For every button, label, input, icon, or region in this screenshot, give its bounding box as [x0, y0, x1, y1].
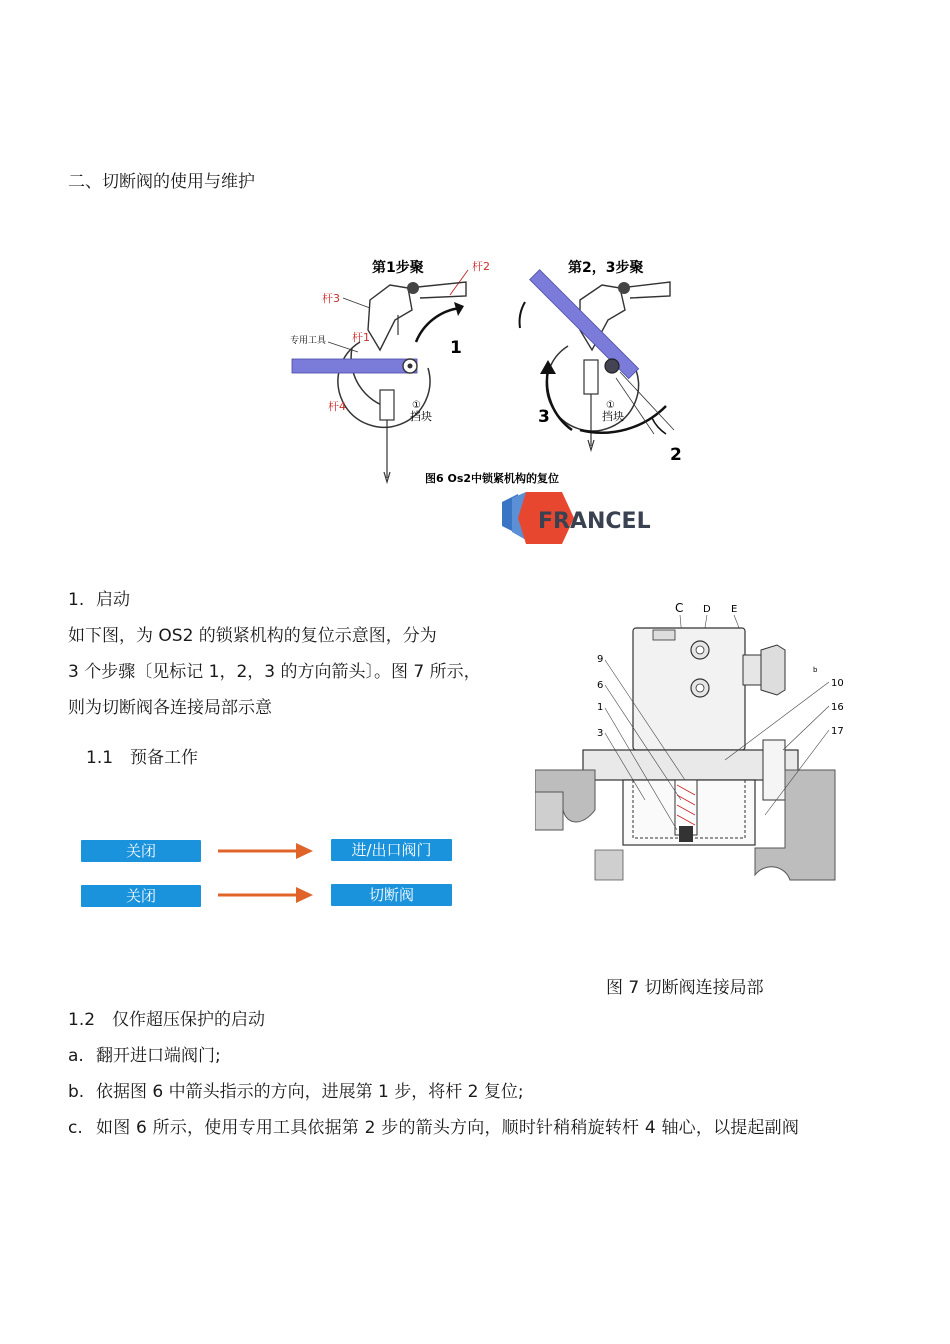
- fig7-label-c: C: [675, 601, 684, 615]
- figure7-caption: 图 7 切断阀连接局部: [606, 978, 764, 998]
- fig7-label-e: E: [731, 604, 738, 615]
- section-heading: 二、切断阀的使用与维护: [68, 172, 255, 192]
- fig7-label-9: 9: [597, 654, 604, 665]
- flow-row1-left-box: 关闭: [81, 840, 201, 862]
- overpressure-title: 仅作超压保护的启动: [112, 1010, 265, 1030]
- item-b-label: b.: [68, 1082, 85, 1102]
- item-c-label: c.: [68, 1118, 83, 1138]
- francel-logo: [502, 492, 651, 544]
- rod4-label: 杆4: [328, 400, 346, 413]
- fig7-label-17: 17: [831, 726, 844, 737]
- stop2-label: 挡块: [602, 410, 624, 423]
- step-number-2: 2: [670, 445, 682, 465]
- fig7-label-10: 10: [831, 678, 844, 689]
- startup-paragraph-line1: 如下图，为 OS2 的锁紧机构的复位示意图，分为: [68, 626, 437, 646]
- step-number-3: 3: [538, 407, 550, 427]
- fig7-label-6: 6: [597, 680, 604, 691]
- overpressure-number: 1.2: [68, 1010, 96, 1030]
- stop1-label: 挡块: [410, 410, 432, 423]
- flow-row1-arrow: [216, 840, 316, 862]
- flow-row1-right-box: 进/出口阀门: [331, 839, 452, 861]
- fig7-label-d: D: [703, 604, 711, 615]
- flow-row2-left-box: 关闭: [81, 885, 201, 907]
- stop-circle-right: ①: [606, 400, 615, 411]
- figure6-step23-mechanism: [520, 259, 682, 465]
- fig7-label-16: 16: [831, 702, 844, 713]
- prep-number: 1.1: [86, 748, 114, 768]
- rod2-label: 杆2: [472, 260, 490, 273]
- startup-paragraph-line2: 3 个步骤〔见标记 1，2，3 的方向箭头〕。图 7 所示，: [68, 662, 481, 682]
- figure6-caption: 图6 Os2中锁紧机构的复位: [425, 472, 560, 485]
- step-number-1: 1: [450, 338, 462, 358]
- fig7-label-3: 3: [597, 728, 604, 739]
- tool-label: 专用工具: [290, 336, 327, 346]
- rod1-label: 杆1: [352, 331, 370, 344]
- startup-title: 启动: [96, 590, 130, 610]
- fig7-label-b: b: [813, 666, 818, 674]
- prep-title: 预备工作: [130, 748, 198, 768]
- figure7-diagram: [535, 600, 850, 885]
- rod3-label: 杆3: [322, 292, 340, 305]
- item-b-text: 依据图 6 中箭头指示的方向，进展第 1 步，将杆 2 复位;: [96, 1082, 524, 1102]
- step23-title: 第2，3步聚: [568, 260, 644, 276]
- item-a-text: 翻开进口端阀门;: [96, 1046, 221, 1066]
- item-c-text: 如图 6 所示，使用专用工具依据第 2 步的箭头方向，顺时针稍稍旋转杆 4 轴心，以提起副阀: [96, 1118, 800, 1138]
- fig7-label-1: 1: [597, 702, 604, 713]
- flow-row2-arrow: [216, 884, 316, 906]
- logo-text: FRANCEL: [538, 509, 651, 534]
- startup-paragraph-line3: 则为切断阀各连接局部示意: [68, 698, 272, 718]
- startup-number: 1.: [68, 590, 85, 610]
- step1-title: 第1步聚: [372, 260, 424, 276]
- item-a-label: a.: [68, 1046, 84, 1066]
- figure6-diagram: [280, 250, 700, 550]
- tool-bar-left: [292, 359, 417, 373]
- stop-circle-left: ①: [412, 400, 421, 411]
- flow-row2-right-box: 切断阀: [331, 884, 452, 906]
- figure6-step1-mechanism: [290, 259, 490, 482]
